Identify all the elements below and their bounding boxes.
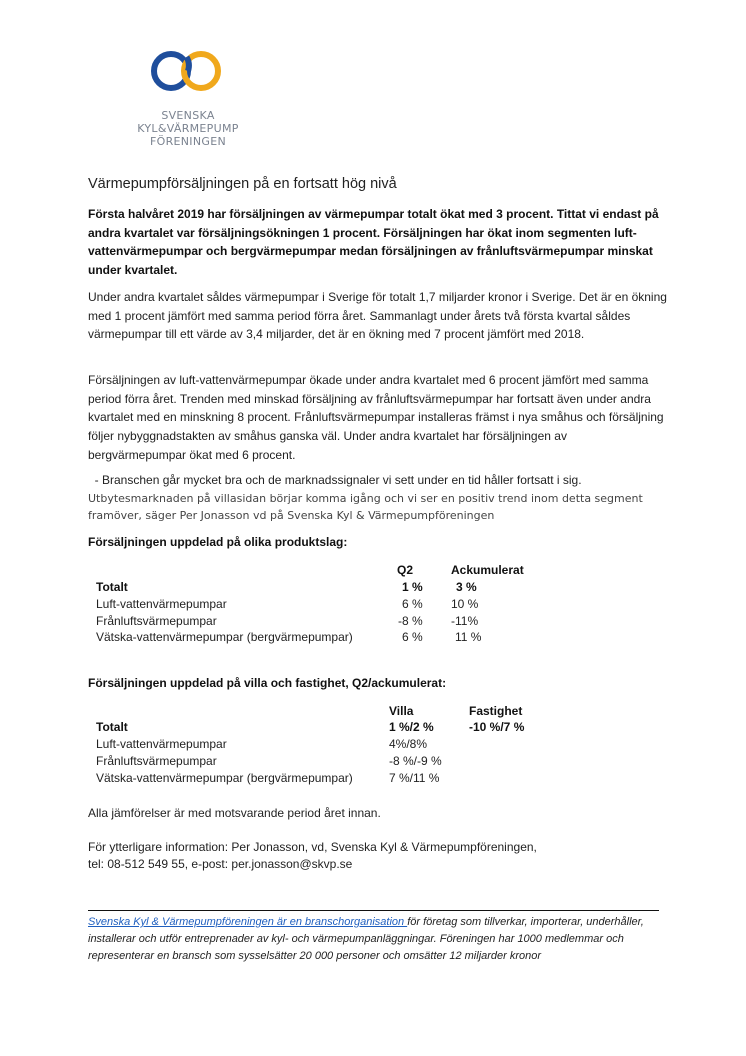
row-property: -10 %/7 %	[469, 720, 525, 734]
product-table-heading: Försäljningen uppdelad på olika produktslag:	[88, 535, 348, 549]
row-label: Vätska-vattenvärmepumpar (bergvärmepumpar)	[96, 630, 353, 644]
row-acc: 11 %	[455, 630, 482, 644]
row-villa: -8 %/-9 %	[389, 754, 442, 768]
row-acc: 10 %	[451, 597, 479, 611]
col-header-property: Fastighet	[469, 704, 523, 718]
row-label: Frånluftsvärmepumpar	[96, 754, 217, 768]
comparison-note: Alla jämförelser är med motsvarande period året innan.	[88, 806, 381, 820]
quote-continuation: Utbytesmarknaden på villasidan börjar komma igång och vi ser en positiv trend inom detta segment framöver, säger Per Jonasson vd på Svenska Kyl & Värmepumpföreningen	[88, 492, 643, 522]
interlocked-rings-icon	[118, 44, 258, 106]
row-villa: 7 %/11 %	[389, 771, 440, 785]
row-acc: -11%	[451, 614, 479, 628]
row-q2: 6 %	[402, 597, 423, 611]
row-label: Vätska-vattenvärmepumpar (bergvärmepumpar)	[96, 771, 353, 785]
col-header-q2: Q2	[397, 563, 414, 577]
contact-line-1: För ytterligare information: Per Jonasson, vd, Svenska Kyl & Värmepumpföreningen,	[88, 840, 537, 854]
row-label: Totalt	[96, 720, 128, 734]
footer-description: för företag som tillverkar, importerar, underhåller, installerar och utför entreprenader av kyl- och värmepumpanläggningar. Föreningen har 1000 medlemmar och representerar en bransch som sysselsätter 20 000 personer och omsätter 12 miljarder kronor	[88, 916, 644, 962]
footer-text	[88, 914, 668, 965]
row-label: Luft-vattenvärmepumpar	[96, 597, 227, 611]
row-villa: 1 %/2 %	[389, 720, 434, 734]
logo-line-3: FÖRENINGEN	[150, 135, 226, 148]
col-header-accumulated: Ackumulerat	[451, 563, 524, 577]
row-q2: -8 %	[398, 614, 423, 628]
intro-paragraph: Första halvåret 2019 har försäljningen av värmepumpar totalt ökat med 3 procent. Tittat vi endast på andra kvartalet var försäljningsökningen 1 procent. Försäljningen har ökat inom segmenten luft-vattenvärmepumpar och bergvärmepumpar medan försäljningen av frånluftsvärmepumpar minskat under kvartalet.	[88, 207, 659, 278]
row-q2: 6 %	[402, 630, 423, 644]
footer-divider	[88, 910, 659, 911]
row-label: Luft-vattenvärmepumpar	[96, 737, 227, 751]
body-paragraph-2: Försäljningen av luft-vattenvärmepumpar ökade under andra kvartalet med 6 procent jämfört med samma period förra året. Trenden med minskad försäljning av frånluftsvärmepumpar har fortsatt även under andra kvartalet med en minskning 8 procent. Frånluftsvärmepumpar installeras främst i nya småhus och försäljning följer nybyggnadstakten av småhus ganska väl. Under andra kvartalet har försäljningen av bergvärmepumpar ökat med 6 procent.	[88, 373, 664, 462]
logo-line-1: SVENSKA	[161, 109, 215, 122]
body-paragraph-1: Under andra kvartalet såldes värmepumpar i Sverige för totalt 1,7 miljarder kronor i Sverige. Det är en ökning med 1 procent jämfört med samma period förra året. Sammanlagt under årets två första kvartal såldes värmepumpar till ett värde av 3,4 miljarder, det är en ökning med 7 procent jämfört med 2018.	[88, 290, 667, 342]
row-label: Frånluftsvärmepumpar	[96, 614, 217, 628]
quote-first-line: - Branschen går mycket bra och de marknadssignaler vi sett under en tid håller fortsatt i sig.	[88, 473, 582, 487]
association-logo	[118, 44, 258, 156]
row-villa: 4%/8%	[389, 737, 428, 751]
logo-line-2: KYL&VÄRMEPUMP	[137, 122, 239, 135]
row-acc: 3 %	[456, 580, 477, 594]
row-q2: 1 %	[402, 580, 423, 594]
contact-line-2: tel: 08-512 549 55, e-post: per.jonasson@skvp.se	[88, 857, 353, 871]
row-label: Totalt	[96, 580, 128, 594]
page-title: Värmepumpförsäljningen på en fortsatt hög nivå	[88, 176, 397, 192]
villa-table-heading: Försäljningen uppdelad på villa och fastighet, Q2/ackumulerat:	[88, 676, 447, 690]
col-header-villa: Villa	[389, 704, 414, 718]
association-link[interactable]: Svenska Kyl & Värmepumpföreningen är en branschorganisation	[88, 916, 408, 928]
